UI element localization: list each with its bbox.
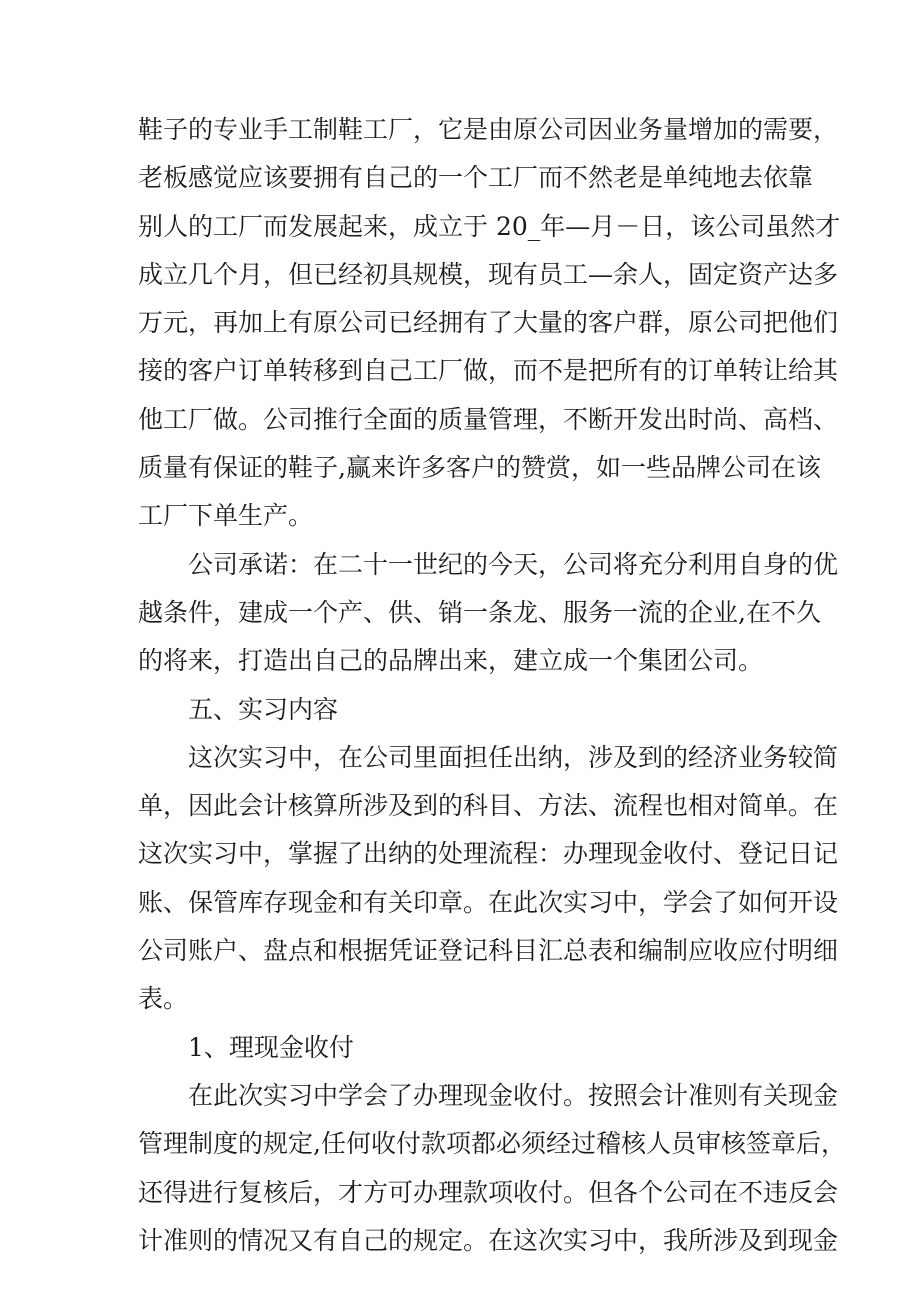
text-line: 计准则的情况又有自己的规定。在这次实习中，我所涉及到现金 — [138, 1225, 839, 1255]
text-line: 公司账户、盘点和根据凭证登记科目汇总表和编制应收应付明细 — [138, 936, 839, 966]
text-line: 越条件，建成一个产、供、销一条龙、服务一流的企业,在不久 — [138, 597, 821, 627]
text-line: 质量有保证的鞋子,赢来许多客户的赞赏，如一些品牌公司在该 — [138, 453, 821, 483]
text-line: 在此次实习中学会了办理现金收付。按照会计准则有关现金 — [188, 1080, 839, 1110]
text-line: 管理制度的规定,任何收付款项都必须经过稽核人员审核签章后， — [138, 1129, 846, 1159]
text-line: 1、理现金收付 — [188, 1032, 354, 1062]
text-line: 老板感觉应该要拥有自己的一个工厂而不然老是单纯地去依靠 — [138, 163, 814, 193]
text-line: 五、实习内容 — [188, 694, 339, 724]
text-line: 这次实习中，在公司里面担任出纳，涉及到的经济业务较简 — [188, 742, 839, 772]
text-line: 接的客户订单转移到自己工厂做，而不是把所有的订单转让给其 — [138, 356, 839, 386]
text-line: 他工厂做。公司推行全面的质量管理，不断开发出时尚、高档、 — [138, 404, 839, 434]
text-line: 这次实习中，掌握了出纳的处理流程：办理现金收付、登记日记 — [138, 839, 839, 869]
body-text — [138, 106, 846, 1265]
text-line: 账、保管库存现金和有关印章。在此次实习中，学会了如何开设 — [138, 887, 839, 917]
text-line: 的将来，打造出自己的品牌出来，建立成一个集团公司。 — [138, 646, 764, 676]
text-line: 鞋子的专业手工制鞋工厂，它是由原公司因业务量增加的需要， — [138, 115, 839, 144]
text-line: 万元，再加上有原公司已经拥有了大量的客户群，原公司把他们 — [138, 308, 839, 338]
text-line: 表。 — [138, 984, 189, 1014]
text-line: 公司承诺：在二十一世纪的今天，公司将充分利用自身的优 — [188, 549, 839, 579]
text-line: 单，因此会计核算所涉及到的科目、方法、流程也相对简单。在 — [138, 791, 839, 821]
text-line: 工厂下单生产。 — [138, 501, 314, 531]
text-line: 别人的工厂而发展起来，成立于 20_年—月－日，该公司虽然才 — [138, 211, 841, 241]
text-line: 成立几个月，但已经初具规模，现有员工—余人，固定资产达多 — [138, 259, 839, 289]
text-line: 还得进行复核后，才方可办理款项收付。但各个公司在不违反会 — [138, 1177, 839, 1207]
